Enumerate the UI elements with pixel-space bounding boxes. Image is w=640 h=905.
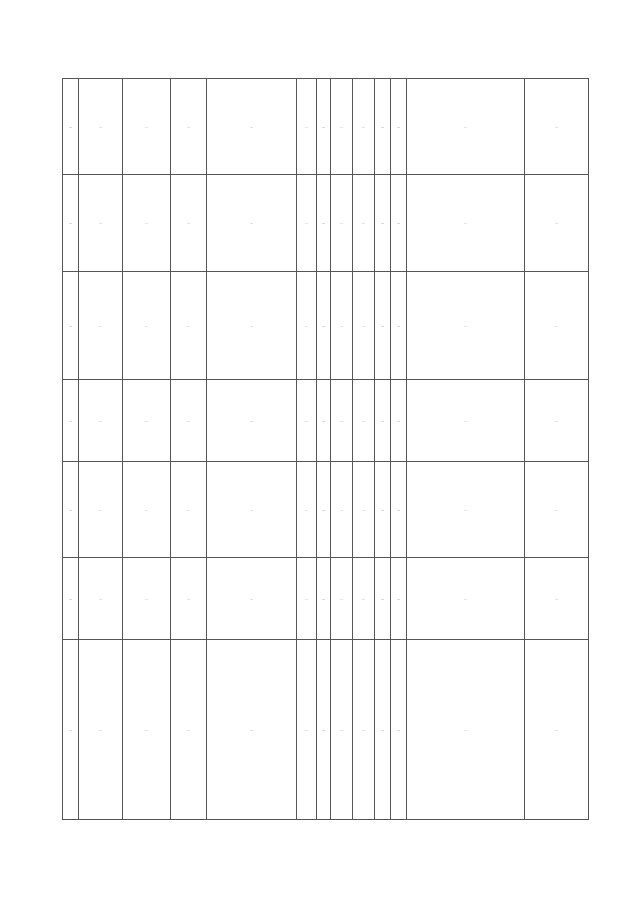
type-cell: … (297, 462, 317, 558)
qty-cell: — (375, 640, 391, 820)
cadastral-cell: … (171, 558, 207, 640)
served-addresses-cell: … (525, 272, 589, 380)
volume-cell: — (391, 175, 407, 272)
row-number: — (63, 79, 79, 175)
type-cell: … (297, 79, 317, 175)
cadastral-cell: … (171, 79, 207, 175)
served-addresses-cell: … (525, 79, 589, 175)
location-cell: … (79, 462, 123, 558)
owner-cell: … (407, 380, 525, 462)
type-cell: … (297, 272, 317, 380)
street-cell: … (123, 462, 171, 558)
location-cell: … (79, 272, 123, 380)
volume-cell: — (391, 272, 407, 380)
table-row (63, 272, 589, 380)
method-cell: … (353, 175, 375, 272)
volume-cell: — (391, 462, 407, 558)
cover-cell: … (331, 175, 353, 272)
method-cell: … (353, 462, 375, 558)
street-cell: … (123, 640, 171, 820)
row-number: — (63, 640, 79, 820)
qty-cell: — (375, 462, 391, 558)
qty-cell: — (375, 79, 391, 175)
code-block-cell: … (207, 558, 297, 640)
cover-cell: … (331, 640, 353, 820)
code-block-cell: … (207, 462, 297, 558)
served-addresses-cell: … (525, 462, 589, 558)
qty-cell: — (375, 175, 391, 272)
type-cell: … (297, 558, 317, 640)
street-cell: … (123, 175, 171, 272)
street-cell: … (123, 272, 171, 380)
street-cell: … (123, 380, 171, 462)
location-cell: … (79, 79, 123, 175)
code-block-cell: … (207, 380, 297, 462)
table-row (63, 175, 589, 272)
owner-cell: … (407, 462, 525, 558)
volume-cell: — (391, 640, 407, 820)
method-cell: … (353, 380, 375, 462)
owner-cell: … (407, 640, 525, 820)
table-row (63, 380, 589, 462)
cadastral-cell: … (171, 640, 207, 820)
volume-cell: — (391, 558, 407, 640)
qty-cell: — (375, 272, 391, 380)
type-cell: … (297, 380, 317, 462)
count-cell: — (317, 175, 331, 272)
cadastral-cell: … (171, 272, 207, 380)
row-number: — (63, 462, 79, 558)
owner-cell: … (407, 272, 525, 380)
count-cell: — (317, 558, 331, 640)
served-addresses-cell: … (525, 175, 589, 272)
location-cell: … (79, 175, 123, 272)
served-addresses-cell: … (525, 558, 589, 640)
street-cell: … (123, 558, 171, 640)
cadastral-cell: … (171, 380, 207, 462)
cover-cell: … (331, 272, 353, 380)
cover-cell: … (331, 558, 353, 640)
served-addresses-cell: … (525, 380, 589, 462)
method-cell: … (353, 558, 375, 640)
method-cell: … (353, 79, 375, 175)
row-number: — (63, 380, 79, 462)
registry-rows (63, 79, 589, 820)
method-cell: … (353, 272, 375, 380)
qty-cell: — (375, 558, 391, 640)
owner-cell: … (407, 79, 525, 175)
table-row (63, 640, 589, 820)
code-block-cell: … (207, 640, 297, 820)
code-block-cell: … (207, 175, 297, 272)
location-cell: … (79, 558, 123, 640)
location-cell: … (79, 380, 123, 462)
table-row (63, 462, 589, 558)
count-cell: — (317, 380, 331, 462)
owner-cell: … (407, 558, 525, 640)
type-cell: … (297, 640, 317, 820)
registry-table (62, 78, 589, 820)
cover-cell: … (331, 462, 353, 558)
owner-cell: … (407, 175, 525, 272)
location-cell: … (79, 640, 123, 820)
count-cell: — (317, 462, 331, 558)
qty-cell: — (375, 380, 391, 462)
cadastral-cell: … (171, 462, 207, 558)
row-number: — (63, 272, 79, 380)
row-number: — (63, 175, 79, 272)
count-cell: — (317, 272, 331, 380)
cover-cell: … (331, 380, 353, 462)
cadastral-cell: … (171, 175, 207, 272)
code-block-cell: … (207, 272, 297, 380)
row-number: — (63, 558, 79, 640)
count-cell: — (317, 79, 331, 175)
served-addresses-cell: … (525, 640, 589, 820)
code-block-cell: … (207, 79, 297, 175)
count-cell: — (317, 640, 331, 820)
method-cell: … (353, 640, 375, 820)
volume-cell: — (391, 79, 407, 175)
table-row (63, 79, 589, 175)
table-row (63, 558, 589, 640)
cover-cell: … (331, 79, 353, 175)
volume-cell: — (391, 380, 407, 462)
street-cell: … (123, 79, 171, 175)
type-cell: … (297, 175, 317, 272)
